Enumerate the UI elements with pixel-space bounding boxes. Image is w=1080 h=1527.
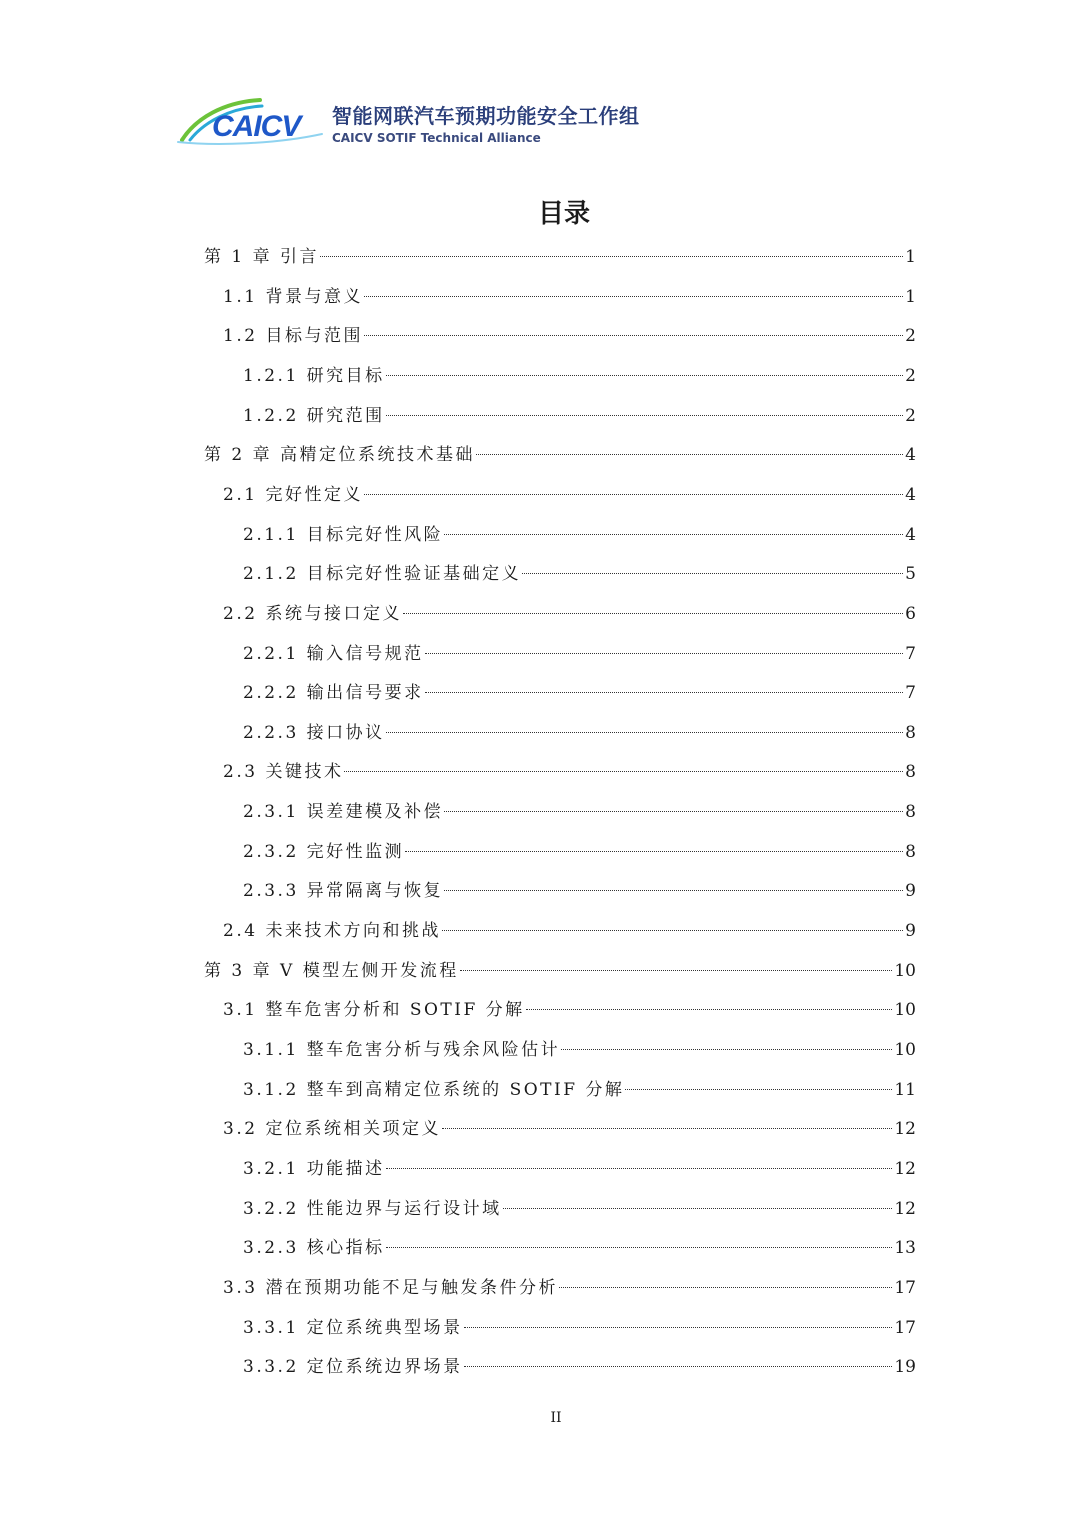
toc-leader-dots	[561, 1049, 892, 1050]
toc-entry-label: 3.2.2 性能边界与运行设计域	[243, 1198, 502, 1219]
toc-leader-dots	[344, 771, 903, 772]
toc-entry-page: 12	[894, 1198, 916, 1219]
header-logo-block	[176, 96, 696, 152]
toc-entry-label: 3.3.1 定位系统典型场景	[243, 1317, 463, 1338]
toc-entry-label: 1.2.1 研究目标	[243, 365, 385, 386]
toc-entry[interactable]	[243, 557, 916, 591]
toc-leader-dots	[386, 1247, 893, 1248]
toc-entry[interactable]	[243, 1311, 916, 1345]
toc-leader-dots	[460, 970, 893, 971]
toc-entry[interactable]	[243, 874, 916, 908]
toc-entry-label: 3.1.1 整车危害分析与残余风险估计	[243, 1040, 561, 1060]
toc-entry-page: 6	[905, 603, 916, 624]
toc-entry-label: 2.3.2 完好性监测	[243, 841, 405, 862]
toc-entry-label: 2.3.3 异常隔离与恢复	[243, 881, 444, 902]
toc-entry-label: 3.2.3 核心指标	[243, 1238, 385, 1259]
toc-entry[interactable]	[243, 1350, 916, 1384]
toc-entry-page: 8	[905, 841, 916, 862]
org-name: 智能网联汽车预期功能安全工作组	[332, 104, 640, 128]
toc-leader-dots	[526, 1009, 893, 1010]
toc-leader-dots	[559, 1287, 892, 1288]
toc-leader-dots	[464, 1327, 893, 1328]
toc-leader-dots	[444, 890, 903, 891]
toc-entry[interactable]	[223, 1271, 916, 1305]
toc-entry-label: 2.1.1 目标完好性风险	[243, 524, 444, 545]
toc-entry-page: 12	[894, 1119, 916, 1140]
toc-entry[interactable]	[243, 676, 916, 710]
toc-entry-label: 2.1 完好性定义	[223, 484, 363, 505]
toc-entry-page: 8	[905, 802, 916, 823]
toc-entry-label: 第 3 章 V 模型左侧开发流程	[204, 960, 459, 981]
toc-leader-dots	[425, 692, 904, 693]
toc-entry-page: 12	[894, 1158, 916, 1179]
toc-leader-dots	[386, 1168, 893, 1169]
toc-leader-dots	[403, 613, 903, 614]
toc-entry-label: 3.1 整车危害分析和 SOTIF 分解	[223, 1000, 525, 1021]
toc-entry[interactable]	[223, 280, 916, 314]
toc-entry[interactable]	[243, 716, 916, 750]
toc-entry[interactable]	[223, 319, 916, 353]
toc-leader-dots	[444, 811, 903, 812]
toc-entry[interactable]	[223, 478, 916, 512]
toc-entry-page: 4	[905, 484, 916, 505]
toc-entry-label: 3.1.2 整车到高精定位系统的 SOTIF 分解	[243, 1079, 625, 1100]
toc-entry[interactable]	[223, 914, 916, 948]
toc-entry-page: 8	[905, 722, 916, 743]
toc-entry-label: 2.1.2 目标完好性验证基础定义	[243, 564, 522, 585]
toc-entry-page: 4	[905, 524, 916, 545]
toc-entry[interactable]	[243, 518, 916, 552]
toc-entry-label: 2.3 关键技术	[223, 762, 344, 783]
toc-leader-dots	[442, 1128, 892, 1129]
toc-entry[interactable]	[204, 438, 916, 472]
toc-entry-page: 4	[905, 445, 916, 466]
toc-entry-page: 11	[894, 1079, 916, 1100]
toc-entry-label: 3.2 定位系统相关项定义	[223, 1119, 441, 1140]
toc-leader-dots	[320, 256, 903, 257]
page-title: 目录	[537, 199, 590, 229]
toc-entry-label: 2.2 系统与接口定义	[223, 603, 402, 624]
org-text	[332, 104, 640, 146]
toc-entry[interactable]	[243, 1192, 916, 1226]
toc-entry-label: 1.2.2 研究范围	[243, 405, 385, 426]
toc-entry-page: 9	[905, 921, 916, 942]
toc-leader-dots	[425, 653, 904, 654]
toc-entry[interactable]	[243, 1231, 916, 1265]
toc-entry-page: 2	[905, 365, 916, 386]
toc-entry[interactable]	[223, 993, 916, 1027]
toc-entry[interactable]	[204, 954, 916, 988]
toc-leader-dots	[364, 296, 903, 297]
toc-entry-label: 1.1 背景与意义	[223, 286, 363, 307]
toc-leader-dots	[364, 335, 903, 336]
toc-entry-page: 17	[894, 1277, 916, 1298]
toc-entry-label: 第 2 章 高精定位系统技术基础	[204, 445, 476, 466]
toc-entry[interactable]	[243, 637, 916, 671]
toc-entry-page: 10	[894, 1000, 916, 1021]
toc-entry[interactable]	[243, 835, 916, 869]
toc-entry-page: 7	[905, 683, 916, 704]
toc-entry[interactable]	[243, 795, 916, 829]
toc-leader-dots	[442, 930, 903, 931]
toc-entry-label: 1.2 目标与范围	[223, 326, 363, 347]
toc-entry-label: 第 1 章 引言	[204, 247, 320, 267]
toc-leader-dots	[405, 851, 903, 852]
toc-entry[interactable]	[204, 240, 916, 274]
toc-entry-page: 5	[905, 564, 916, 585]
toc-entry-page: 9	[905, 881, 916, 902]
toc-entry-label: 3.2.1 功能描述	[243, 1158, 385, 1179]
toc-leader-dots	[625, 1089, 892, 1090]
toc-entry-label: 3.3 潜在预期功能不足与触发条件分析	[223, 1277, 558, 1298]
toc-leader-dots	[364, 494, 903, 495]
toc-entry-page: 2	[905, 405, 916, 426]
toc-leader-dots	[386, 375, 904, 376]
toc-leader-dots	[476, 454, 903, 455]
toc-entry[interactable]	[223, 597, 916, 631]
toc-entry[interactable]	[223, 755, 916, 789]
toc-leader-dots	[522, 573, 903, 574]
toc-entry-page: 8	[905, 762, 916, 783]
page-number: II	[550, 1410, 562, 1426]
toc-entry[interactable]	[223, 1112, 916, 1146]
toc-entry-label: 2.2.3 接口协议	[243, 722, 385, 743]
logo-wordmark: CAICV	[212, 110, 301, 143]
toc-entry-label: 3.3.2 定位系统边界场景	[243, 1357, 463, 1378]
toc-entry-label: 2.2.2 输出信号要求	[243, 683, 424, 704]
toc-entry[interactable]	[243, 359, 916, 393]
toc-entry-label: 2.3.1 误差建模及补偿	[243, 802, 444, 823]
toc-entry-page: 1	[905, 247, 916, 267]
toc-entry-page: 10	[894, 1040, 916, 1060]
toc-entry-label: 2.4 未来技术方向和挑战	[223, 921, 441, 942]
toc-entry-page: 1	[905, 286, 916, 307]
toc-entry[interactable]	[243, 399, 916, 433]
toc-entry[interactable]	[243, 1152, 916, 1186]
toc-entry-page: 17	[894, 1317, 916, 1338]
toc-entry[interactable]	[243, 1033, 916, 1067]
toc-entry-page: 7	[905, 643, 916, 664]
toc-leader-dots	[386, 415, 904, 416]
toc-entry-page: 2	[905, 326, 916, 347]
org-subtitle: CAICV SOTIF Technical Alliance	[332, 131, 541, 145]
toc-entry-page: 19	[894, 1357, 916, 1378]
toc-leader-dots	[464, 1366, 893, 1367]
toc-entry-page: 10	[894, 960, 916, 981]
toc-entry-label: 2.2.1 输入信号规范	[243, 643, 424, 664]
toc-leader-dots	[503, 1208, 893, 1209]
toc-entry-page: 13	[894, 1238, 916, 1259]
toc-entry[interactable]	[243, 1073, 916, 1107]
toc-leader-dots	[444, 534, 903, 535]
caicv-logo	[176, 96, 326, 148]
toc-leader-dots	[386, 732, 904, 733]
